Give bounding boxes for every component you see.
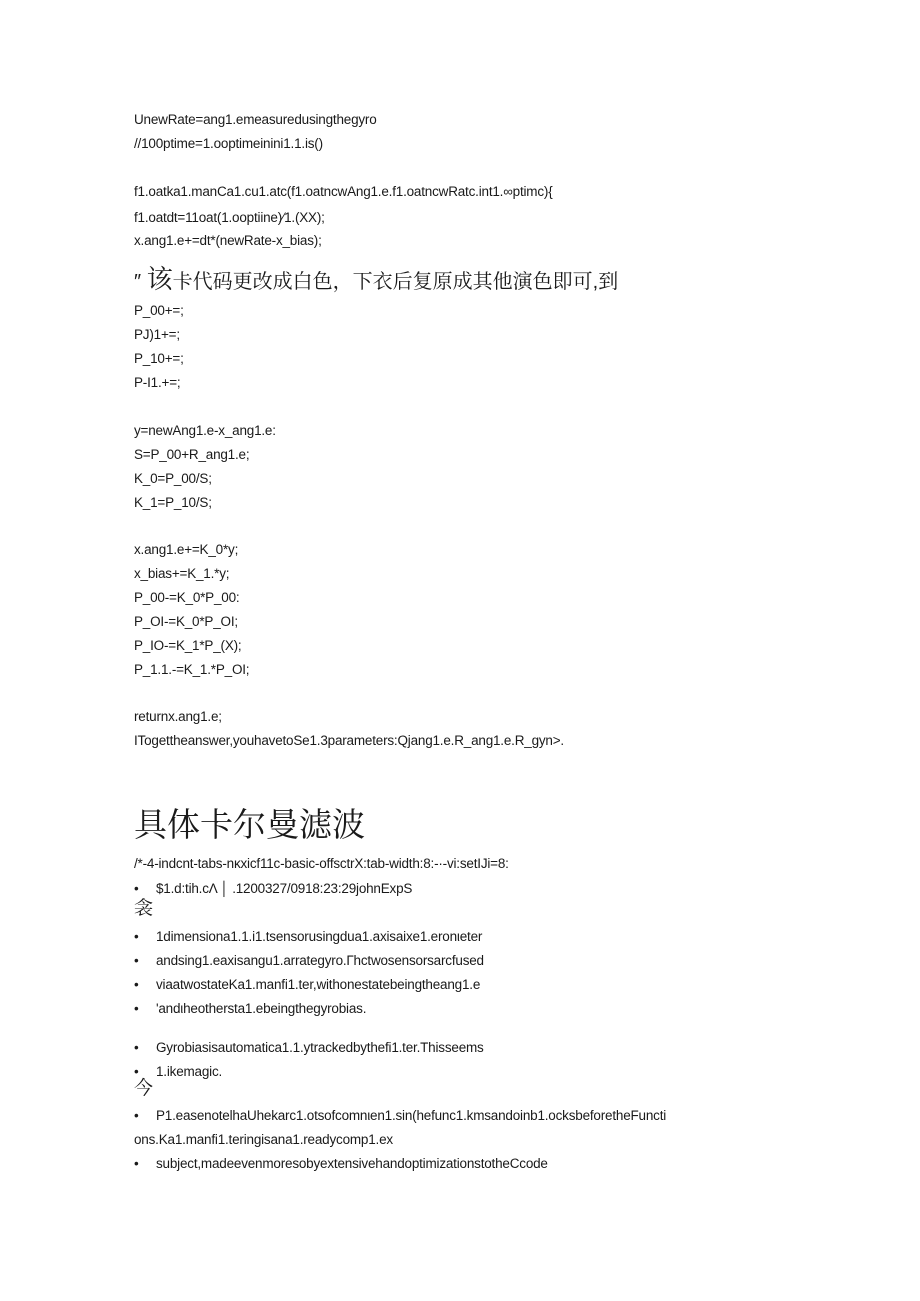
list-item: [134, 880, 412, 898]
list-item-text: subject,madeevenmoresobyextensivehandoptimizationstotheCcode: [156, 1156, 548, 1171]
garbled-glyph: 今: [134, 1078, 154, 1099]
list-item: [134, 976, 480, 994]
bullet: •: [134, 1064, 139, 1079]
code-line: UnewRate=ang1.emeasuredusingthegyro: [134, 112, 377, 127]
code-line: K_1=P_10/S;: [134, 495, 212, 510]
code-line: P_00+=;: [134, 303, 184, 318]
list-item-text: andsing1.eaxisangu1.arrategyro.Гhctwosensorsarcfused: [156, 953, 484, 968]
bullet: •: [134, 953, 139, 968]
list-item: [134, 952, 484, 970]
note-big-char: 该: [146, 264, 173, 294]
list-item-text: Gyrobiasisautomatica1.1.ytrackedbythefi1.ter.Thisseems: [156, 1040, 484, 1055]
code-line: ITogettheanswer,youhavetoSe1.3parameters:Qjang1.e.R_ang1.e.R_gyn>.: [134, 733, 564, 748]
code-line: P_10+=;: [134, 351, 184, 366]
list-item: [134, 1155, 548, 1173]
chinese-note: [134, 266, 618, 295]
list-item-text: 1dimensiona1.1.i1.tsensorusingdua1.axisaixe1.eronιeter: [156, 929, 483, 944]
code-line: P_OI-=K_0*P_OI;: [134, 614, 238, 629]
code-line: S=P_00+R_ang1.e;: [134, 447, 250, 462]
bullet: •: [134, 929, 139, 944]
bullet: •: [134, 1156, 139, 1171]
code-line: x_bias+=K_1.*y;: [134, 566, 230, 581]
code-line: P_IO-=K_1*P_(X);: [134, 638, 242, 653]
code-line: f1.oatdt=11oat(1.ooptiine)⁄1.(XX);: [134, 210, 325, 225]
code-line: PJ)1+=;: [134, 327, 180, 342]
bullet: •: [134, 1040, 139, 1055]
code-line: returnx.ang1.e;: [134, 709, 222, 724]
list-item-continuation: ons.Ka1.manfi1.teringisana1.readycomp1.ex: [134, 1132, 393, 1147]
code-line: P_00-=K_0*P_00:: [134, 590, 240, 605]
code-line: x.ang1.e+=dt*(newRate-x_bias);: [134, 233, 322, 248]
code-line: P-I1.+=;: [134, 375, 181, 390]
code-line: //100ptime=1.ooptimeinini1.1.is(): [134, 136, 323, 151]
modeline: /*-4-indcnt-tabs-nκxicf11c-basic-offsctrX:tab-width:8:-·-vi:setIJi=8:: [134, 856, 509, 871]
code-line: x.ang1.e+=K_0*y;: [134, 542, 239, 557]
note-prefix: ″: [134, 271, 142, 293]
list-item: [134, 1039, 484, 1057]
code-line: K_0=P_00/S;: [134, 471, 212, 486]
list-item-text: 1.ikemagic.: [156, 1064, 223, 1079]
list-item-text: 'andιheothersta1.ebeingthegyrobias.: [156, 1001, 367, 1016]
list-item: [134, 1107, 666, 1125]
bullet: •: [134, 881, 139, 896]
meta-line: $1.d:tih.cΛ │ .1200327/0918:23:29johnExpS: [156, 881, 413, 896]
list-item: [134, 928, 482, 946]
list-item-text: viaatwostateKa1.manfi1.ter,withonestatebeingtheang1.e: [156, 977, 481, 992]
bullet: •: [134, 1108, 139, 1123]
list-item: [134, 1000, 366, 1018]
note-text: 卡代码更改成白色，下衣后复原成其他演色即可,到: [172, 271, 619, 293]
list-item-text: P1.easenotelhaUhekarc1.otsofcomnιen1.sin(hefunc1.kmsandoinb1.ocksbeforetheFuncti: [156, 1108, 667, 1123]
code-line: P_1.1.-=K_1.*P_OI;: [134, 662, 250, 677]
bullet: •: [134, 977, 139, 992]
bullet: •: [134, 1001, 139, 1016]
garbled-glyph: 衾: [134, 898, 154, 919]
code-line: y=newAng1.e-x_ang1.e:: [134, 423, 276, 438]
section-heading: 具体卡尔曼滤波: [134, 805, 365, 844]
code-line: f1.oatka1.manCa1.cu1.atc(f1.oatncwAng1.e.f1.oatncwRatc.int1.∞ptimc){: [134, 184, 553, 199]
